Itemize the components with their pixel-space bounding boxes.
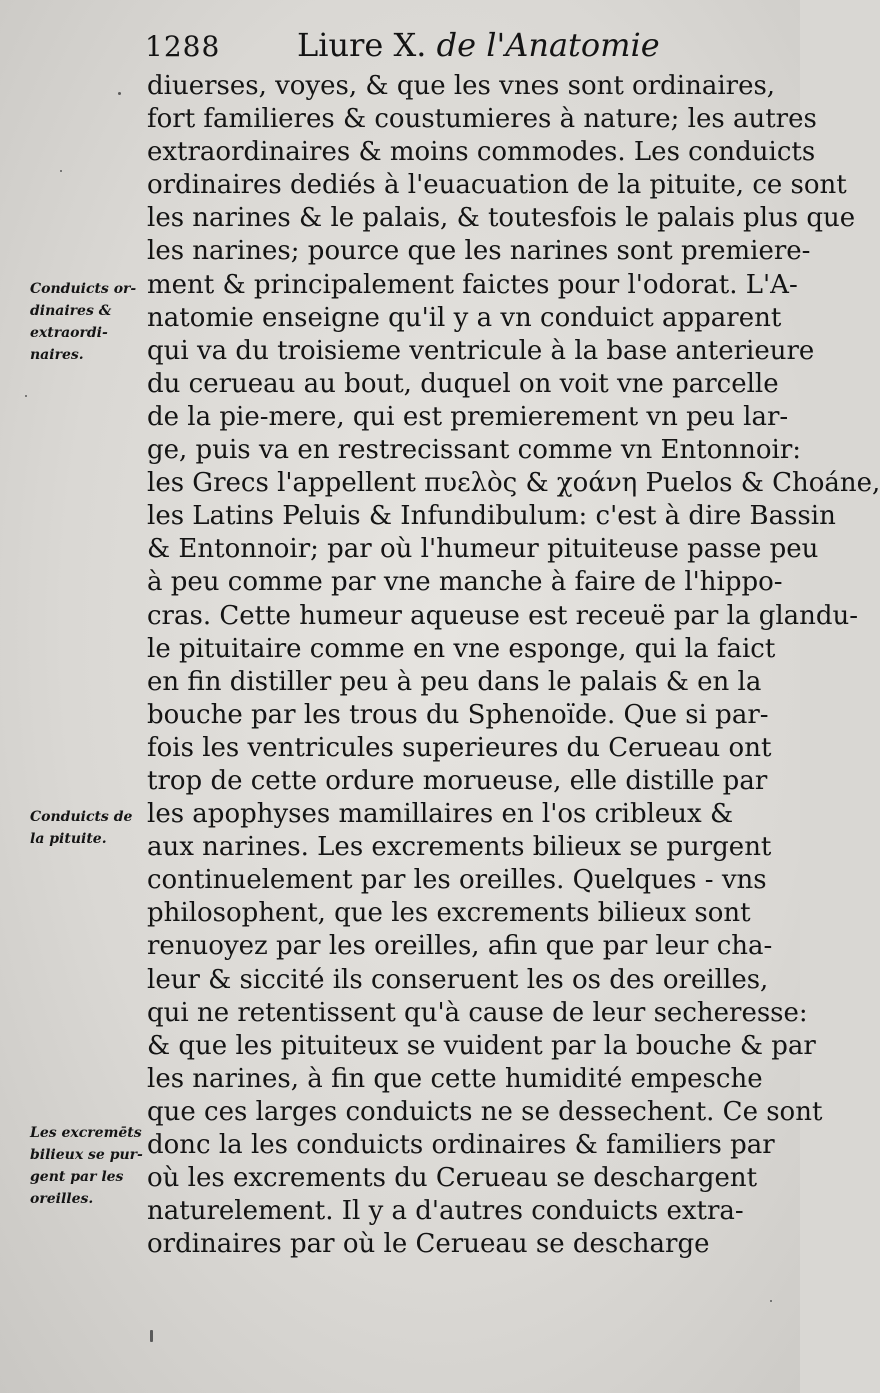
text-line: renuoyez par les oreilles, afin que par leur cha- <box>147 931 773 962</box>
text-line: naturelement. Il y a d'autres conduicts extra- <box>147 1196 744 1227</box>
margin-note-line: extraordi- <box>30 325 108 341</box>
text-line: ordinaires dediés à l'euacuation de la pituite, ce sont <box>147 170 847 201</box>
text-line: les apophyses mamillaires en l'os cribleux & <box>147 799 734 830</box>
text-line: donc la les conduicts ordinaires & familiers par <box>147 1130 775 1160</box>
text-line: qui ne retentissent qu'à cause de leur secheresse: <box>147 997 808 1028</box>
margin-note-line: naires. <box>30 347 84 363</box>
text-line: diuerses, voyes, & que les vnes sont ordinaires, <box>147 71 776 101</box>
text-line: les narines; pource que les narines sont premiere- <box>147 236 811 267</box>
page-number: 1288 <box>145 30 221 63</box>
text-line: natomie enseigne qu'il y a vn conduict apparent <box>147 302 782 333</box>
text-line: aux narines. Les excrements bilieux se purgent <box>147 832 772 863</box>
running-title <box>297 26 660 64</box>
text-line: ordinaires par où le Cerueau se descharge <box>147 1229 710 1260</box>
text-line: en fin distiller peu à peu dans le palais & en la <box>147 666 762 697</box>
text-line: philosophent, que les excrements bilieux sont <box>147 898 751 929</box>
text-line: les Grecs l'appellent πυελὸς & χοάνη Puelos & Choáne, <box>147 468 880 499</box>
text-line: où les excrements du Cerueau se deschargent <box>147 1163 758 1194</box>
margin-note-line: la pituite. <box>30 831 107 847</box>
text-line: les Latins Peluis & Infundibulum: c'est à dire Bassin <box>147 501 836 532</box>
text-line: ment & principalement faictes pour l'odorat. L'A- <box>147 269 798 300</box>
paper-speck <box>770 1300 772 1302</box>
margin-note-conduicts-ordinaires <box>30 278 145 366</box>
margin-note-line: gent par les <box>30 1169 124 1185</box>
margin-note-line: Conduicts de <box>30 809 133 825</box>
text-line: fois les ventricules superieures du Cerueau ont <box>147 732 772 763</box>
paper-speck <box>150 1330 153 1342</box>
text-line: qui va du troisieme ventricule à la base anterieure <box>147 335 815 366</box>
text-line: du cerueau au bout, duquel on voit vne parcelle <box>147 368 779 399</box>
paper-speck <box>118 92 121 95</box>
paper-speck <box>60 170 62 172</box>
text-line: les narines & le palais, & toutesfois le palais plus que <box>147 203 856 234</box>
paper-speck <box>25 395 27 397</box>
page-header <box>145 22 660 66</box>
text-line: fort familieres & coustumieres à nature; les autres <box>147 104 817 135</box>
margin-note-excrements-bilieux <box>30 1122 145 1210</box>
text-line: trop de cette ordure morueuse, elle distille par <box>147 765 768 796</box>
text-line: continuelement par les oreilles. Quelques - vns <box>147 865 767 896</box>
text-line: extraordinaires & moins commodes. Les conduicts <box>147 137 816 168</box>
margin-note-line: oreilles. <box>30 1191 94 1207</box>
text-line: ge, puis va en restrecissant comme vn Entonnoir: <box>147 435 802 466</box>
text-line: de la pie-mere, qui est premierement vn peu lar- <box>147 401 789 432</box>
text-line: à peu comme par vne manche à faire de l'hippo- <box>147 567 783 598</box>
running-title-roman: Liure X. <box>297 26 427 64</box>
running-title-italic: de l'Anatomie <box>426 26 660 64</box>
margin-note-line: dinaires & <box>30 303 112 319</box>
text-line: que ces larges conduicts ne se dessechent. Ce sont <box>147 1096 823 1127</box>
text-line: & que les pituiteux se vuident par la bouche & par <box>147 1030 816 1061</box>
margin-note-line: Les excremēts <box>30 1125 142 1141</box>
text-line: les narines, à fin que cette humidité empesche <box>147 1063 763 1094</box>
margin-note-line: bilieux se pur- <box>30 1147 143 1163</box>
text-line: cras. Cette humeur aqueuse est receuë par la glandu- <box>147 600 859 631</box>
margin-note-conduicts-pituite <box>30 806 145 850</box>
text-line: & Entonnoir; par où l'humeur pituiteuse passe peu <box>147 534 819 565</box>
body-text <box>147 70 880 1261</box>
text-line: bouche par les trous du Sphenoïde. Que si par- <box>147 699 769 730</box>
margin-note-line: Conduicts or- <box>30 281 137 297</box>
text-line: le pituitaire comme en vne esponge, qui la faict <box>147 633 776 664</box>
text-line: leur & siccité ils conseruent les os des oreilles, <box>147 964 769 995</box>
